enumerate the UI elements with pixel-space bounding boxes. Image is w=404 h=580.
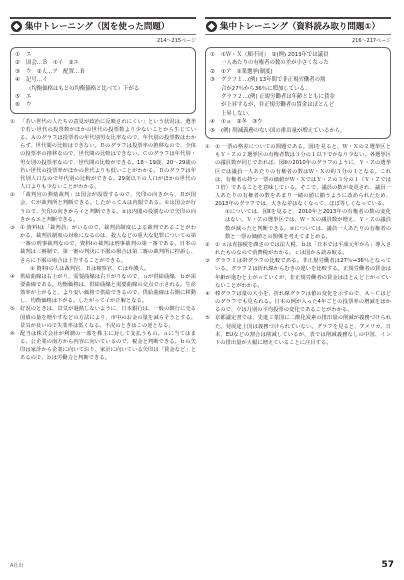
explanation-paragraph-number: ⑤ — [10, 306, 15, 313]
answer-item-text: ①ａ ②冬 ③ウ — [221, 119, 263, 126]
explanation-paragraph-text: グラフ１は帯グラフの比較である。非正規労働者は27％→36％となっている。グラフ２は折れ線からむきの違いを比較する。正規労働者の賃金は年齢が進むと上がっていくが、非正規労働者の賃金はほとんど上がっていないことがわかる。 — [215, 258, 391, 289]
answer-item-number — [210, 85, 221, 93]
answer-item-number: ⑥ — [15, 102, 20, 109]
section-badge-icon — [11, 21, 22, 32]
answer-item — [15, 93, 191, 101]
explanation-paragraph-number: ③ — [10, 224, 15, 231]
answer-item-number: ③ — [210, 77, 215, 84]
explanation-paragraph-text: 京都議定書では、先進工業国に二酸化炭素の排出量の削減が義務づけられた。発展途上国は義務づけられていない。グラフを見ると、アメリカ、日本、EUなどの割合は削減しているが、表では削減義務なしの中国、インドの排出量が大幅に増えていることに注目する。 — [215, 315, 391, 346]
explanation-paragraph-text: ② 資料Ⅰの人は裁判官、Ｂは検察官、Ｃは弁護人。 — [30, 265, 150, 272]
answer-item-text: エ — [26, 94, 32, 101]
explanation-paragraph — [10, 273, 196, 306]
answer-item-number: ⑤ — [210, 127, 215, 134]
explanation-paragraph — [205, 208, 391, 241]
answer-item — [15, 51, 191, 59]
answer-item-text: ①Ｗ・Ｘ（順不同） ②(例) 2013年では議員 — [221, 52, 329, 58]
answer-item-text: が上昇するが、非正規労働者の賃金はほとんど — [221, 102, 335, 109]
explanation-paragraph-number: ④ — [10, 273, 15, 280]
answer-item — [210, 93, 386, 101]
explanation-paragraph-text: 配当は株式会社が利潤の一部を株主に対して支払うもの。ａに当てはまる。公企業の南方から内容に向いているので、税金と判断できる。ｂの矢印は家計から企業に向いており、家計に向いている矢印は「賃金など」とあるので、ｂは労働力と判断できる。 — [20, 330, 196, 362]
answer-item — [15, 85, 191, 93]
explanation-paragraph — [10, 191, 196, 224]
answer-item-text: ウ — [26, 102, 32, 109]
explanation — [10, 118, 196, 363]
explanation-paragraph — [10, 330, 196, 363]
left-column — [10, 17, 196, 363]
explanation-paragraph-number: ② — [205, 241, 210, 248]
answer-item — [15, 59, 191, 67]
publisher-mark: A社出 — [10, 563, 24, 569]
answer-item-number: ① — [210, 52, 215, 58]
answer-item-number — [210, 93, 221, 101]
answer-item-text: ウ ②人…ア 配置…Ｂ — [26, 68, 85, 75]
explanation-paragraph — [205, 257, 391, 290]
answer-item-number — [15, 85, 26, 93]
answer-item — [210, 110, 386, 118]
answer-item-text: （均衡価格はもとの均衡価格と比べて）下がる — [26, 85, 140, 92]
explanation-paragraph-text: ① 資料Ⅰは「裁判員」がいるので、裁判員制度による裁判であることがわかる。裁判員制度の対象になるのは、殺人などの重大な犯罪についての第一審の刑事裁判なので、資料Ⅰの裁判は刑事裁判の第一審である。日本の裁判は三審制で、第一審の判決に不服の場合は第二審の裁判所に控訴し、さらに不服の場合は上告することができる。 — [20, 224, 196, 264]
answer-item — [15, 68, 191, 76]
answer-box — [10, 47, 196, 114]
explanation-paragraph-text: ① 一票の格差についての問題である。図Ⅰを見ると、Ｗ・Ｘの２選挙区ともＹ・Ｚの２選挙区の有権者数は３分の１以下でかなり少ない。各選挙区の議員数が同じであれば、図Ⅱの2010年のグラフのように、Ｙ・Ｚの選挙区では議員一人あたりの有権者の数はＷ・Ｘの約３分の１となる。これは、有権者の持つ一票の価値がＷ・ＸではＹ・Ｚの３分の１（Ｙ・Ｚでは３倍）であることを意味している。そこで、議員の数が変更され、議員一人あたりの有権者の数をあまり一緒の値に揃うように改められたため、2013年のグラフでは、大きな差はなくなって、ほぼ等しくなっている。 — [215, 144, 391, 208]
explanation-paragraph-number — [215, 208, 225, 241]
explanation-paragraph-text: 「裁判官の弾劾裁判」は国会が設置するので、矢印の向きから、Ｂが国会、Ｃが裁判所と判断できる。したがってＡは内閣である。①は国会が行うので、矢印の向きからイと判断できる。②は内閣の役割なので矢印の向きからエと判断できる。 — [20, 192, 196, 223]
answer-item — [210, 85, 386, 93]
answer-item-number: ① — [15, 52, 20, 58]
answer-box — [205, 47, 391, 139]
answer-item-text: グラフ２…(例) 正規労働者は年齢とともに賃金 — [221, 94, 335, 101]
page-reference: 214〜215ページ — [157, 38, 196, 44]
right-column — [205, 17, 391, 347]
answer-item-text: 記号…イ — [26, 77, 48, 84]
explanation-paragraph-number: ① — [10, 118, 15, 125]
answer-item-text: グラフ１…(例) 13年間で非正規労働者の割 — [221, 77, 326, 84]
explanation-paragraph — [10, 224, 196, 265]
explanation-paragraph-number: ⑥ — [10, 330, 15, 337]
explanation-paragraph-number: ⑤ — [205, 315, 210, 322]
answer-item-text: 合が27％から36％に増加している。 — [221, 85, 311, 92]
explanation-paragraph-text: 供給曲線は右上がり、需要曲線は右下がりなので、ａが供給曲線、ｂが需要曲線である。均衡価格は、供給曲線と需要曲線の交点で示される。生産効率が上がると、より安い価格で供給できるので、供給曲線は右側に移動し、均衡価格は下がる。したがってイが正解となる。 — [20, 273, 196, 305]
explanation-paragraph-text: ②については、図Ⅱを見ると、2010年と2013年の有権者の数の変化はない。Ｙ・Ｚの選挙区では、Ｗ・Ｘの議員数が増え、Ｙ・Ｚの議員数が減ったと判断できる。②については、議員一人あたりの有権者の数と一票の価値との関係を考えてまとめる。 — [225, 209, 391, 240]
explanation-paragraph — [205, 241, 391, 257]
page-number: 57 — [381, 560, 394, 570]
answer-item-number: ⑤ — [15, 94, 20, 101]
explanation-paragraph — [205, 314, 391, 347]
explanation-paragraph-number: ④ — [205, 290, 210, 297]
section-header — [10, 17, 196, 35]
answer-item — [210, 101, 386, 109]
answer-item-number: ② — [210, 68, 215, 75]
explanation — [205, 143, 391, 347]
section-badge-icon — [206, 21, 217, 32]
explanation-paragraph — [205, 290, 391, 314]
answer-item — [210, 127, 386, 135]
answer-item — [210, 76, 386, 84]
explanation-paragraph-text: 「若い世代の人たちの意見が政治に反映されにくい」という状況は、選挙で若い世代の投票数がほかの世代の投票数より少ないことから生じている。Ａのグラフは投票者の年代別男女比率なので、年代別の投票数はわからず、世代間の比較はできない。Ｂのグラフは投票率の推移なので、全体の投票率の推移なので、世代間の比較はできない。Ｃのグラフは年代別・男女別の投票率なので、世代間の比較ができる。18〜19歳、20〜29歳の若い世代の投票率がほかの世代よりも低いことがわかる。Ｄのグラフは年代別人口なので年代別の比較ができる。29歳以下の人口がほかの世代の人口よりも少ないことがわかる。 — [20, 118, 196, 191]
explanation-paragraph-text: ① ａは直接税を課さのでは法人税、ｂは「日本では平成元年から」導入されたものなので消費税がわかる。ｃは国から読み取る。 — [215, 241, 391, 257]
answer-item-number — [210, 110, 221, 118]
answer-item-text: 国会…Ｂ ①イ ②エ — [26, 60, 79, 67]
answer-item-text: ①ア ②業選挙(制度) — [221, 68, 273, 75]
answer-item-number: ③ — [15, 68, 20, 75]
answer-item-text: エ — [26, 52, 32, 58]
explanation-paragraph — [205, 143, 391, 208]
explanation-paragraph-text: 棒グラフは量の大小を、折れ線グラフは値の変化を示すので、Ａ〜Ｃはどのグラフでも見られる。日本の例が入った4年ごとの投票率の増減をはかるので、ウは月別の平均投票の変化であることがわかる。 — [215, 290, 391, 314]
explanation-paragraph-number: ③ — [205, 258, 210, 265]
explanation-paragraph-number — [20, 265, 30, 273]
answer-item-text: (例) 削減義務のない国の排出量が増えているから。 — [221, 127, 346, 134]
answer-item-number — [210, 101, 221, 109]
explanation-paragraph-number: ② — [10, 192, 15, 199]
answer-item — [15, 101, 191, 109]
explanation-paragraph — [10, 118, 196, 191]
explanation-paragraph-number: ① — [205, 144, 210, 151]
answer-item-text: 一人あたりの有権者の数の差が小さくなった — [221, 60, 329, 67]
explanation-paragraph — [10, 265, 196, 273]
answer-item-text: 上昇しない。 — [221, 110, 254, 117]
answer-item-number: ④ — [210, 119, 215, 126]
answer-item-number: ④ — [15, 77, 20, 84]
answer-item-number: ② — [15, 60, 20, 67]
section-header — [205, 17, 391, 35]
answer-item-number — [210, 59, 221, 67]
answer-item — [210, 59, 386, 67]
explanation-paragraph — [10, 305, 196, 329]
page-reference: 216〜217ページ — [352, 38, 391, 44]
section-title: 集中トレーニング（図を使った問題） — [25, 22, 170, 32]
answer-item — [210, 51, 386, 59]
answer-item — [210, 68, 386, 76]
answer-item — [15, 76, 191, 84]
explanation-paragraph-text: 好況のときは、景気が過熱しないように、日本銀行は、一般の銀行に売る国債の量を増やすなどの方法により、市中のお金の量を減らそうとする。景気が良いので失業率は低くなる。不況のときはこの逆となる。 — [20, 306, 196, 329]
answer-item — [210, 118, 386, 126]
section-title: 集中トレーニング（資料読み取り問題①） — [220, 22, 381, 32]
